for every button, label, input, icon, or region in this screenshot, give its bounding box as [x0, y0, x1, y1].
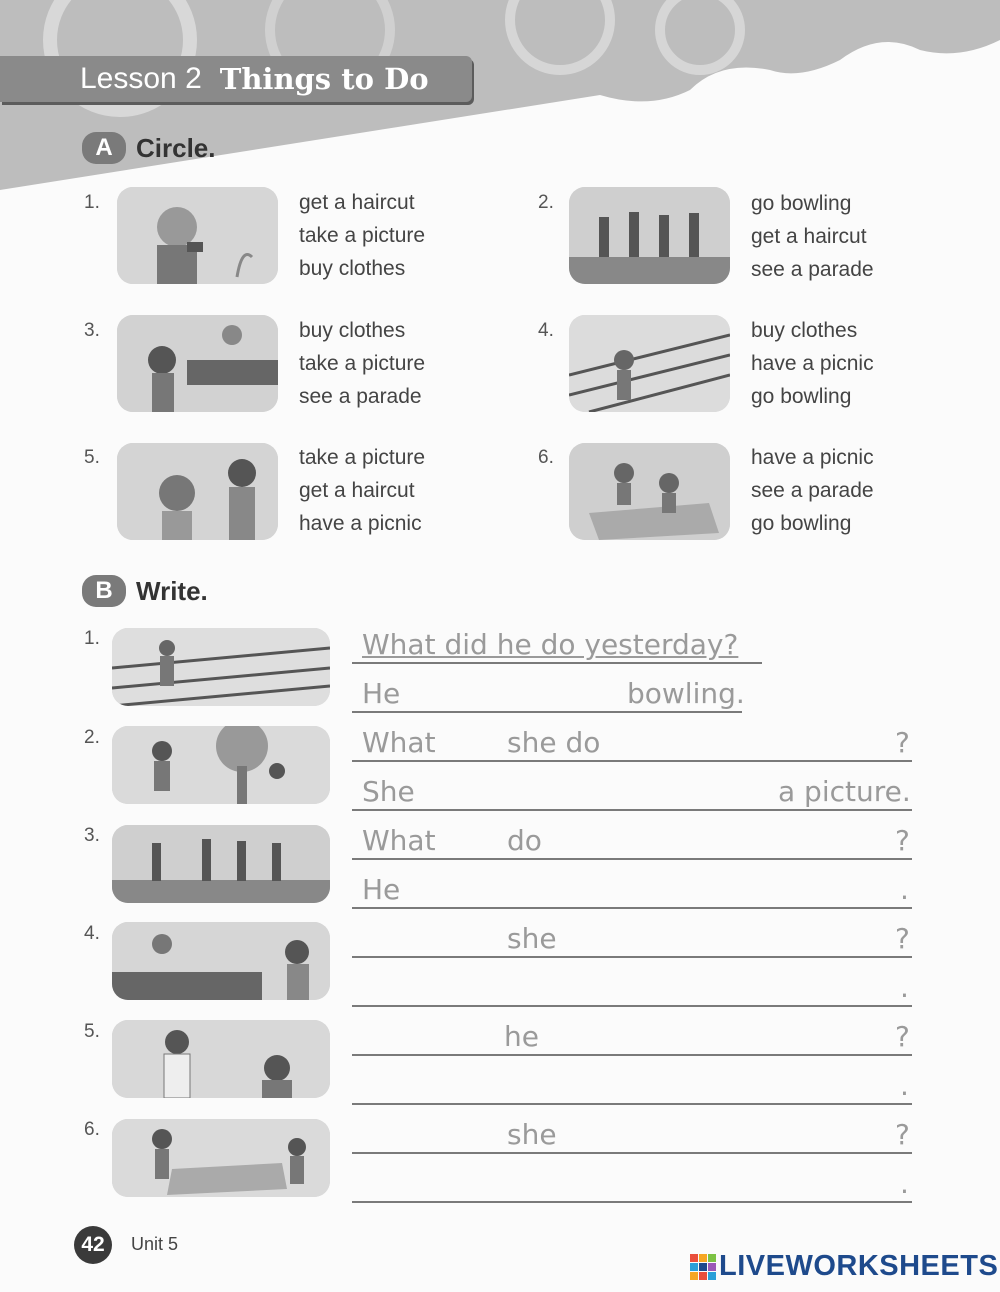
choice-option[interactable]: get a haircut — [299, 191, 415, 214]
item-number: 2. — [538, 192, 554, 213]
answer-choices — [299, 186, 425, 285]
guide-text: ? — [895, 1020, 910, 1053]
question-writing-line[interactable] — [352, 1016, 912, 1056]
item-number: 3. — [84, 825, 100, 846]
item-number: 6. — [84, 1119, 100, 1140]
answer-choices — [299, 314, 425, 413]
section-a-instruction: Circle. — [136, 132, 216, 163]
answer-choices — [751, 441, 874, 540]
question-writing-line[interactable] — [352, 820, 912, 860]
kids-picnic-picture — [569, 443, 730, 540]
question-writing-line[interactable] — [352, 918, 912, 958]
marching-band-picture — [112, 825, 330, 903]
choice-option[interactable]: go bowling — [751, 192, 852, 215]
question-writing-line[interactable] — [352, 722, 912, 762]
choice-option[interactable]: go bowling — [751, 385, 852, 408]
guide-text: . — [900, 873, 909, 906]
girl-taking-picture-of-tree-picture — [112, 726, 330, 804]
guide-text: He — [362, 677, 401, 710]
choice-option[interactable]: buy clothes — [751, 319, 858, 342]
guide-text: . — [900, 1069, 909, 1102]
choice-option[interactable]: see a parade — [299, 385, 422, 408]
boy-bowling-picture — [569, 315, 730, 412]
guide-text: she do — [507, 726, 601, 759]
item-number: 5. — [84, 447, 100, 468]
guide-text: ? — [895, 922, 910, 955]
choice-option[interactable]: take a picture — [299, 224, 426, 247]
choice-option[interactable]: have a picnic — [751, 352, 874, 375]
guide-text: ? — [895, 726, 910, 759]
guide-text: ? — [895, 1118, 910, 1151]
answer-writing-line[interactable] — [352, 771, 912, 811]
boy-at-barber-picture — [112, 1020, 330, 1098]
girl-at-hair-salon-picture — [117, 443, 278, 540]
answer-writing-line[interactable] — [352, 869, 912, 909]
choice-option[interactable]: have a picnic — [299, 512, 422, 535]
section-b-badge: B — [82, 575, 126, 607]
choice-option[interactable]: see a parade — [751, 479, 874, 502]
marching-band-parade-picture — [569, 187, 730, 284]
liveworksheets-brand — [690, 1250, 998, 1283]
guide-text: she — [507, 922, 557, 955]
answer-writing-line[interactable] — [352, 1065, 912, 1105]
guide-text: she — [507, 1118, 557, 1151]
answer-writing-line[interactable] — [352, 1163, 912, 1203]
guide-text: . — [900, 971, 909, 1004]
choice-option[interactable]: see a parade — [751, 258, 874, 281]
answer-writing-line[interactable] — [352, 673, 745, 713]
guide-text: What — [362, 726, 436, 759]
choice-option[interactable]: get a haircut — [299, 479, 415, 502]
choice-option[interactable]: take a picture — [299, 352, 426, 375]
choice-option[interactable]: have a picnic — [751, 446, 874, 469]
item-number: 4. — [538, 320, 554, 341]
guide-text: . — [900, 1167, 909, 1200]
item-number: 4. — [84, 923, 100, 944]
choice-option[interactable]: buy clothes — [299, 319, 406, 342]
boy-bowling-picture — [112, 628, 330, 706]
answer-writing-line[interactable] — [352, 967, 912, 1007]
guide-text: What — [362, 824, 436, 857]
answer-choices — [751, 187, 874, 286]
section-b-heading — [82, 575, 208, 607]
choice-option[interactable]: get a haircut — [751, 225, 867, 248]
item-number: 3. — [84, 320, 100, 341]
choice-option[interactable]: buy clothes — [299, 257, 406, 280]
question-writing-line[interactable] — [352, 624, 762, 664]
lesson-title: Things to Do — [219, 62, 429, 96]
guide-text: he — [504, 1020, 539, 1053]
question-writing-line[interactable] — [352, 1114, 912, 1154]
item-number: 2. — [84, 727, 100, 748]
item-number: 5. — [84, 1021, 100, 1042]
unit-label: Unit 5 — [131, 1234, 179, 1254]
answer-choices — [751, 314, 874, 413]
section-a-badge: A — [82, 132, 126, 164]
liveworksheets-logo-icon — [690, 1254, 716, 1280]
girl-with-camera-picture — [117, 187, 278, 284]
guide-text: ? — [895, 824, 910, 857]
lesson-title-bar — [0, 56, 472, 102]
guide-text: She — [362, 775, 415, 808]
page-number: 42 — [74, 1226, 112, 1264]
item-number: 6. — [538, 447, 554, 468]
choice-option[interactable]: go bowling — [751, 512, 852, 535]
item-number: 1. — [84, 192, 100, 213]
item-number: 1. — [84, 628, 100, 649]
guide-text: do — [507, 824, 542, 857]
answer-choices — [299, 441, 425, 540]
lesson-number: Lesson 2 — [80, 62, 202, 95]
choice-option[interactable]: take a picture — [299, 446, 426, 469]
guide-text: He — [362, 873, 401, 906]
shopping-counter-picture — [112, 922, 330, 1000]
girls-at-store-counter-picture — [117, 315, 278, 412]
guide-text: bowling. — [627, 677, 745, 710]
girls-picnic-picture — [112, 1119, 330, 1197]
section-a-heading — [82, 132, 216, 164]
brand-name: LIVEWORKSHEETS — [719, 1250, 999, 1282]
guide-text: a picture. — [778, 775, 911, 808]
section-b-instruction: Write. — [136, 575, 208, 606]
guide-text: What did he do yesterday? — [362, 628, 739, 661]
